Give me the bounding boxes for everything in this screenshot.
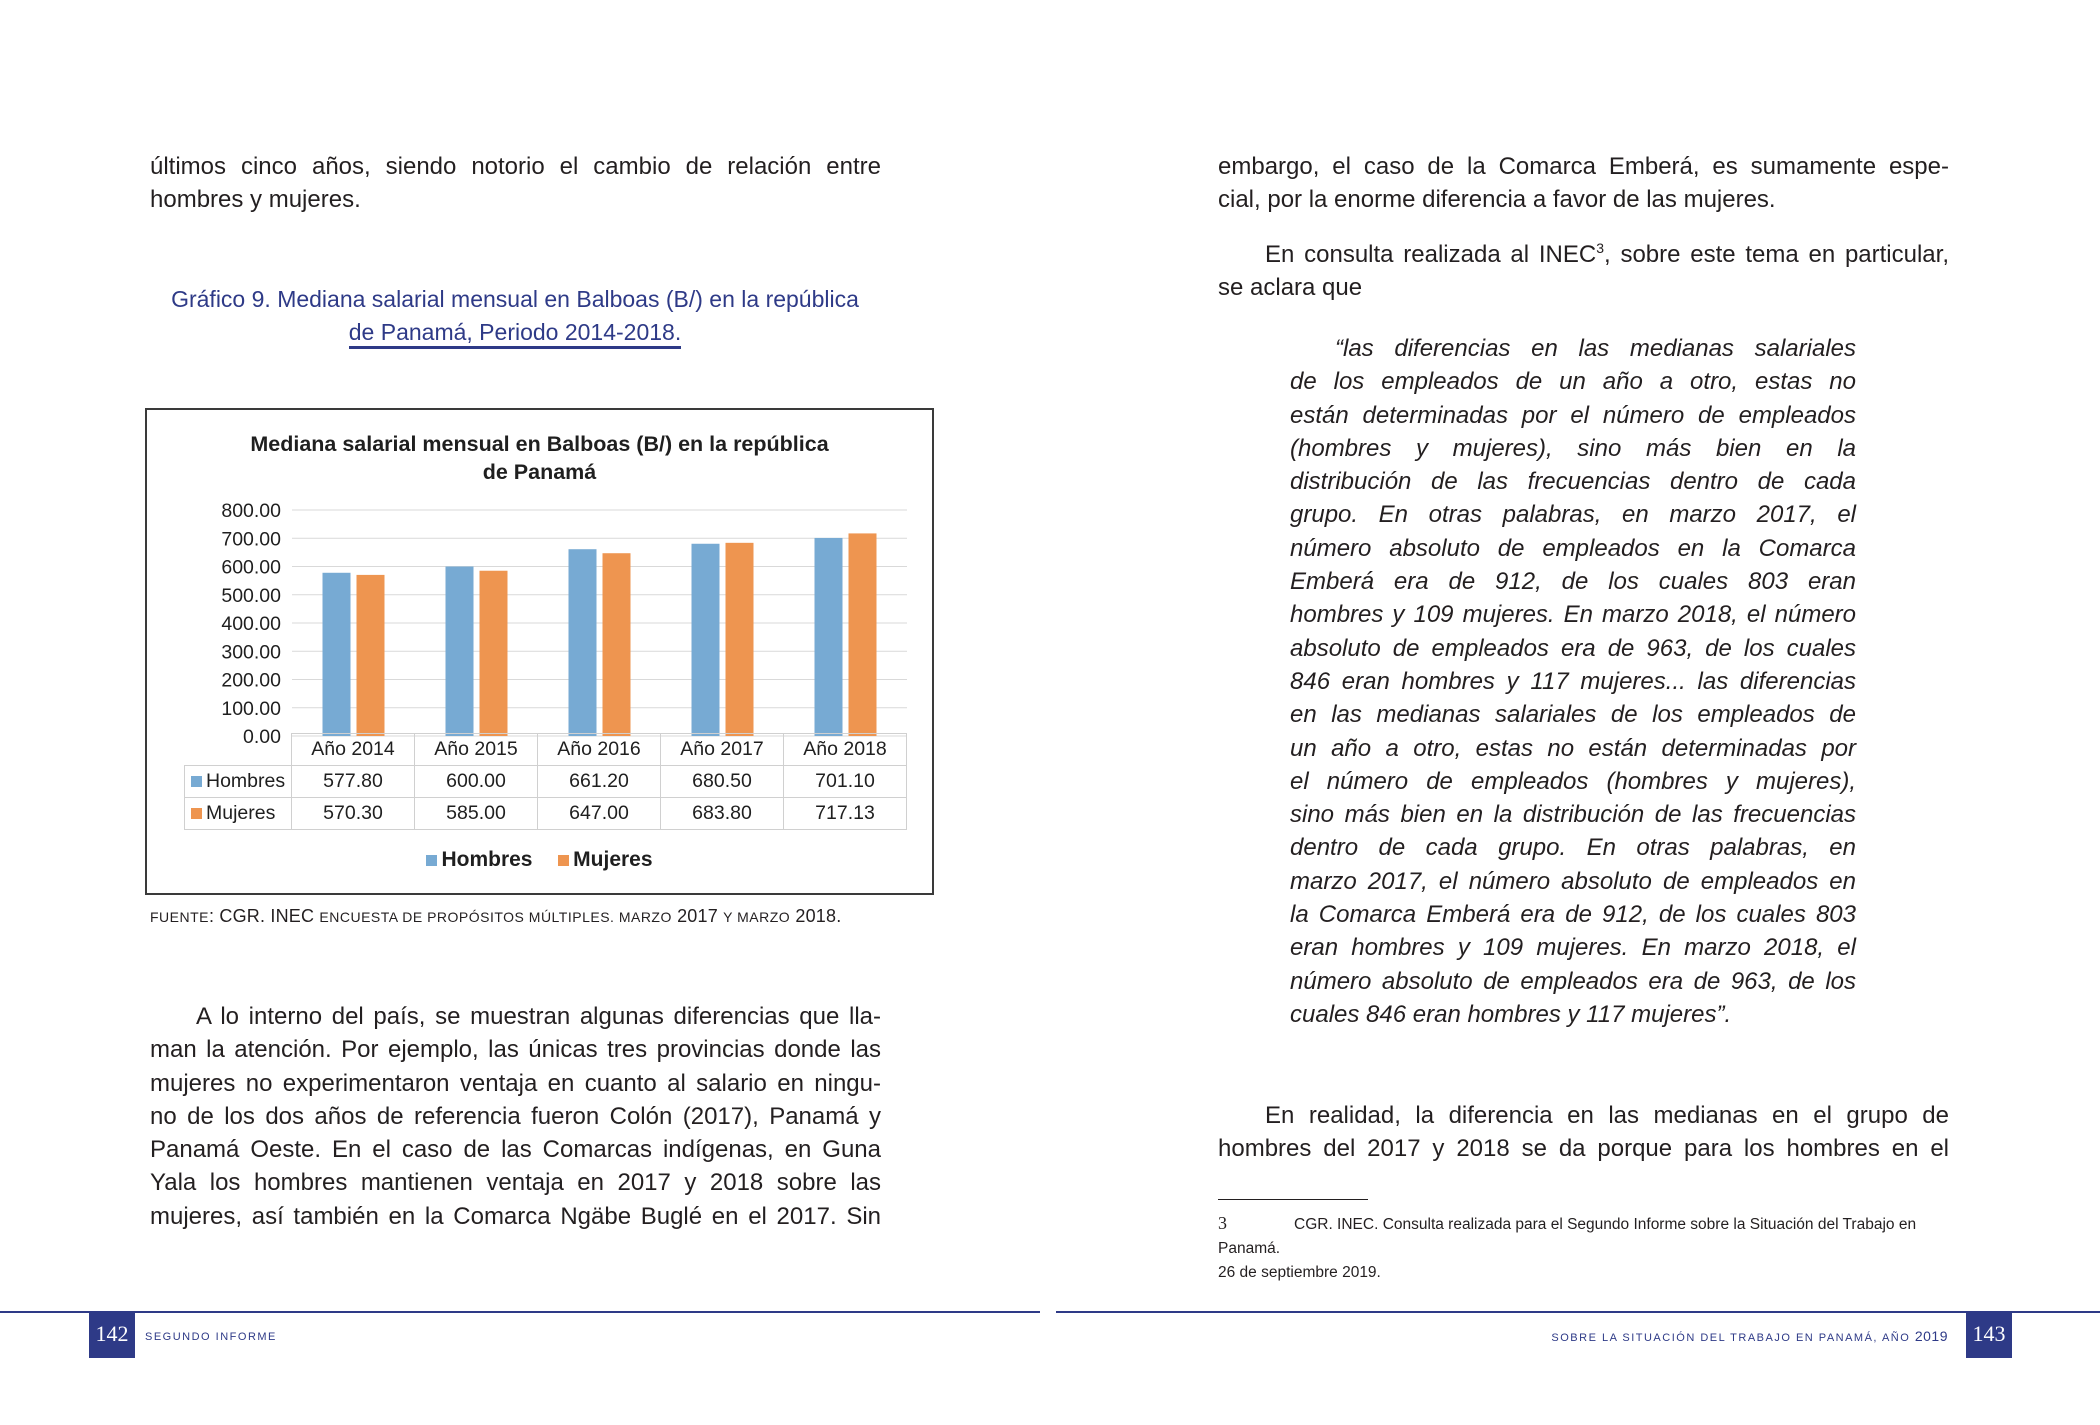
text-line: cial, por la enorme diferencia a favor de las mujeres.	[1218, 186, 1776, 214]
quote-line: distribución de las frecuencias dentro de cada	[1290, 468, 1856, 496]
source-text: 2017	[671, 906, 724, 926]
legend-item-hombres	[426, 848, 532, 871]
text-line: mujeres no experimentaron ventaja en cuanto al salario en ningu-	[150, 1069, 881, 1097]
bar-mujeres	[849, 533, 877, 736]
footer-label: SEGUNDO INFORME	[145, 1331, 277, 1343]
quote-line: eran hombres y 109 mujeres. En marzo 2018, el	[1290, 934, 1856, 962]
left-paragraph-1	[150, 150, 881, 217]
source-text: 2018.	[790, 906, 842, 926]
right-paragraph-2	[1218, 232, 1949, 305]
quote-line: 846 eran hombres y 117 mujeres... las diferencias	[1290, 667, 1856, 695]
data-cell: 683.80	[661, 798, 784, 830]
text-line: hombres y mujeres.	[150, 186, 361, 214]
data-cell: 680.50	[661, 766, 784, 798]
quote-line: marzo 2017, el número absoluto de empleados en	[1290, 867, 1856, 895]
quote-line: grupo. En otras palabras, en marzo 2017, el	[1290, 501, 1856, 529]
text-line	[1218, 232, 1949, 271]
text-line: En realidad, la diferencia en las medianas en el grupo de	[1265, 1102, 1949, 1129]
text-line: hombres del 2017 y 2018 se da porque para los hombres en el	[1218, 1135, 1949, 1163]
category-label: Año 2014	[292, 734, 415, 766]
figure-caption-line: Gráfico 9. Mediana salarial mensual en Balboas (B/) en la república	[171, 286, 859, 312]
text-line: últimos cinco años, siendo notorio el cambio de relación entre	[150, 153, 881, 180]
series-name: Hombres	[206, 770, 286, 792]
source-text: : CGR. INEC	[209, 906, 320, 926]
legend-swatch	[558, 855, 569, 866]
data-cell: 647.00	[538, 798, 661, 830]
quote-line: están determinadas por el número de empleados	[1290, 401, 1856, 429]
figure-caption-line: de Panamá, Periodo 2014-2018.	[349, 319, 681, 349]
source-label: FUENTE	[150, 909, 209, 925]
bar-hombres	[446, 567, 474, 737]
left-paragraph-2	[150, 1000, 881, 1233]
category-label: Año 2017	[661, 734, 784, 766]
source-text: ENCUESTA DE PROPÓSITOS MÚLTIPLES. MARZO	[319, 909, 672, 925]
figure-source	[150, 906, 890, 927]
y-tick-label: 700.00	[221, 528, 281, 551]
quote-line: el número de empleados (hombres y mujeres),	[1290, 767, 1856, 795]
y-tick-label: 500.00	[221, 584, 281, 607]
chart-legend	[147, 848, 932, 872]
block-quote	[1290, 332, 1856, 1031]
text-line: no de los dos años de referencia fueron Colón (2017), Panamá y	[150, 1102, 881, 1130]
category-label: Año 2016	[538, 734, 661, 766]
table-header-row	[185, 734, 907, 766]
bar-mujeres	[357, 575, 385, 736]
category-label: Año 2015	[415, 734, 538, 766]
quote-line: un año a otro, estas no están determinadas por	[1290, 734, 1856, 762]
data-cell: 600.00	[415, 766, 538, 798]
right-paragraph-1	[1218, 150, 1949, 217]
data-cell: 701.10	[784, 766, 907, 798]
quote-line: de los empleados de un año a otro, estas no	[1290, 368, 1856, 396]
text-line: mujeres, así también en la Comarca Ngäbe Buglé en el 2017. Sin	[150, 1202, 881, 1230]
legend-item-mujeres	[558, 848, 652, 871]
source-text: Y MARZO	[723, 909, 791, 925]
data-cell: 577.80	[292, 766, 415, 798]
series-name: Mujeres	[206, 802, 276, 824]
footer-year: 2019	[1914, 1328, 1948, 1344]
chart-title-line: de Panamá	[482, 460, 597, 484]
footnote-number: 3	[1218, 1213, 1227, 1233]
text-line: Panamá Oeste. En el caso de las Comarcas indígenas, en Guna	[150, 1136, 881, 1164]
legend-label: Hombres	[441, 848, 533, 871]
footer-rule	[0, 1311, 1040, 1313]
legend-key-hombres	[191, 776, 202, 787]
data-cell: 570.30	[292, 798, 415, 830]
data-cell: 661.20	[538, 766, 661, 798]
y-tick-label: 600.00	[221, 556, 281, 579]
footnote-ref: 3	[1596, 240, 1605, 256]
quote-line: en las medianas salariales de los empleados de	[1290, 701, 1856, 729]
legend-swatch	[426, 855, 437, 866]
data-cell: 585.00	[415, 798, 538, 830]
quote-line: Emberá era de 912, de los cuales 803 eran	[1290, 568, 1856, 596]
footnote	[1218, 1211, 1949, 1285]
chart	[145, 408, 934, 895]
y-tick-label: 200.00	[221, 669, 281, 692]
table-row	[185, 766, 907, 798]
text-line: embargo, el caso de la Comarca Emberá, es sumamente espe-	[1218, 153, 1949, 180]
text-span: , sobre este tema en particular,	[1604, 241, 1949, 268]
footer-rule	[1056, 1311, 2100, 1313]
table-row	[185, 798, 907, 830]
footnote-text: CGR. INEC. Consulta realizada para el Segundo Informe sobre la Situación del Trabajo en Panamá.	[1218, 1216, 1917, 1257]
quote-line: sino más bien en la distribución de las frecuencias	[1290, 801, 1856, 829]
quote-line: “las diferencias en las medianas salariales	[1335, 335, 1856, 362]
quote-line: hombres y 109 mujeres. En marzo 2018, el número	[1290, 601, 1856, 629]
footnote-text: 26 de septiembre 2019.	[1218, 1264, 1381, 1281]
text-line: Yala los hombres mantienen ventaja en 2017 y 2018 sobre las	[150, 1169, 881, 1197]
page-number: 142	[89, 1312, 135, 1358]
text-line: se aclara que	[1218, 274, 1363, 302]
page-number: 143	[1966, 1312, 2012, 1358]
category-label: Año 2018	[784, 734, 907, 766]
footnote-rule	[1218, 1199, 1368, 1200]
right-paragraph-3	[1218, 1099, 1949, 1166]
quote-line: número absoluto de empleados en la Comarca	[1290, 534, 1856, 562]
bar-mujeres	[726, 543, 754, 736]
quote-line: (hombres y mujeres), sino más bien en la	[1290, 434, 1856, 462]
figure-caption	[140, 283, 890, 349]
chart-data-table	[184, 733, 907, 830]
bar-hombres	[323, 573, 351, 736]
bar-hombres	[692, 544, 720, 736]
quote-line: número absoluto de empleados era de 963, de los	[1290, 967, 1856, 995]
text-line: man la atención. Por ejemplo, las únicas tres provincias donde las	[150, 1036, 881, 1064]
y-tick-label: 400.00	[221, 613, 281, 635]
bar-hombres	[569, 549, 597, 736]
quote-line: absoluto de empleados era de 963, de los cuales	[1290, 634, 1856, 662]
y-tick-label: 0.00	[243, 726, 281, 748]
text-line: A lo interno del país, se muestran algunas diferencias que lla-	[196, 1003, 881, 1030]
bar-hombres	[815, 538, 843, 736]
quote-line: dentro de cada grupo. En otras palabras, en	[1290, 834, 1856, 862]
y-tick-label: 800.00	[221, 500, 281, 522]
quote-line: la Comarca Emberá era de 912, de los cuales 803	[1290, 901, 1856, 929]
chart-title-line: Mediana salarial mensual en Balboas (B/) en la república	[250, 432, 829, 456]
quote-line: cuales 846 eran hombres y 117 mujeres”.	[1290, 1000, 1732, 1028]
legend-key-mujeres	[191, 808, 202, 819]
bar-mujeres	[603, 553, 631, 736]
footer-label-text: SOBRE LA SITUACIÓN DEL TRABAJO EN PANAMÁ, AÑO	[1551, 1332, 1911, 1344]
y-tick-label: 300.00	[221, 641, 281, 664]
bar-mujeres	[480, 571, 508, 736]
footer-label	[1400, 1328, 1948, 1344]
text-span: En consulta realizada al INEC	[1265, 241, 1597, 268]
data-cell: 717.13	[784, 798, 907, 830]
y-tick-label: 100.00	[221, 697, 281, 720]
legend-label: Mujeres	[573, 848, 653, 871]
